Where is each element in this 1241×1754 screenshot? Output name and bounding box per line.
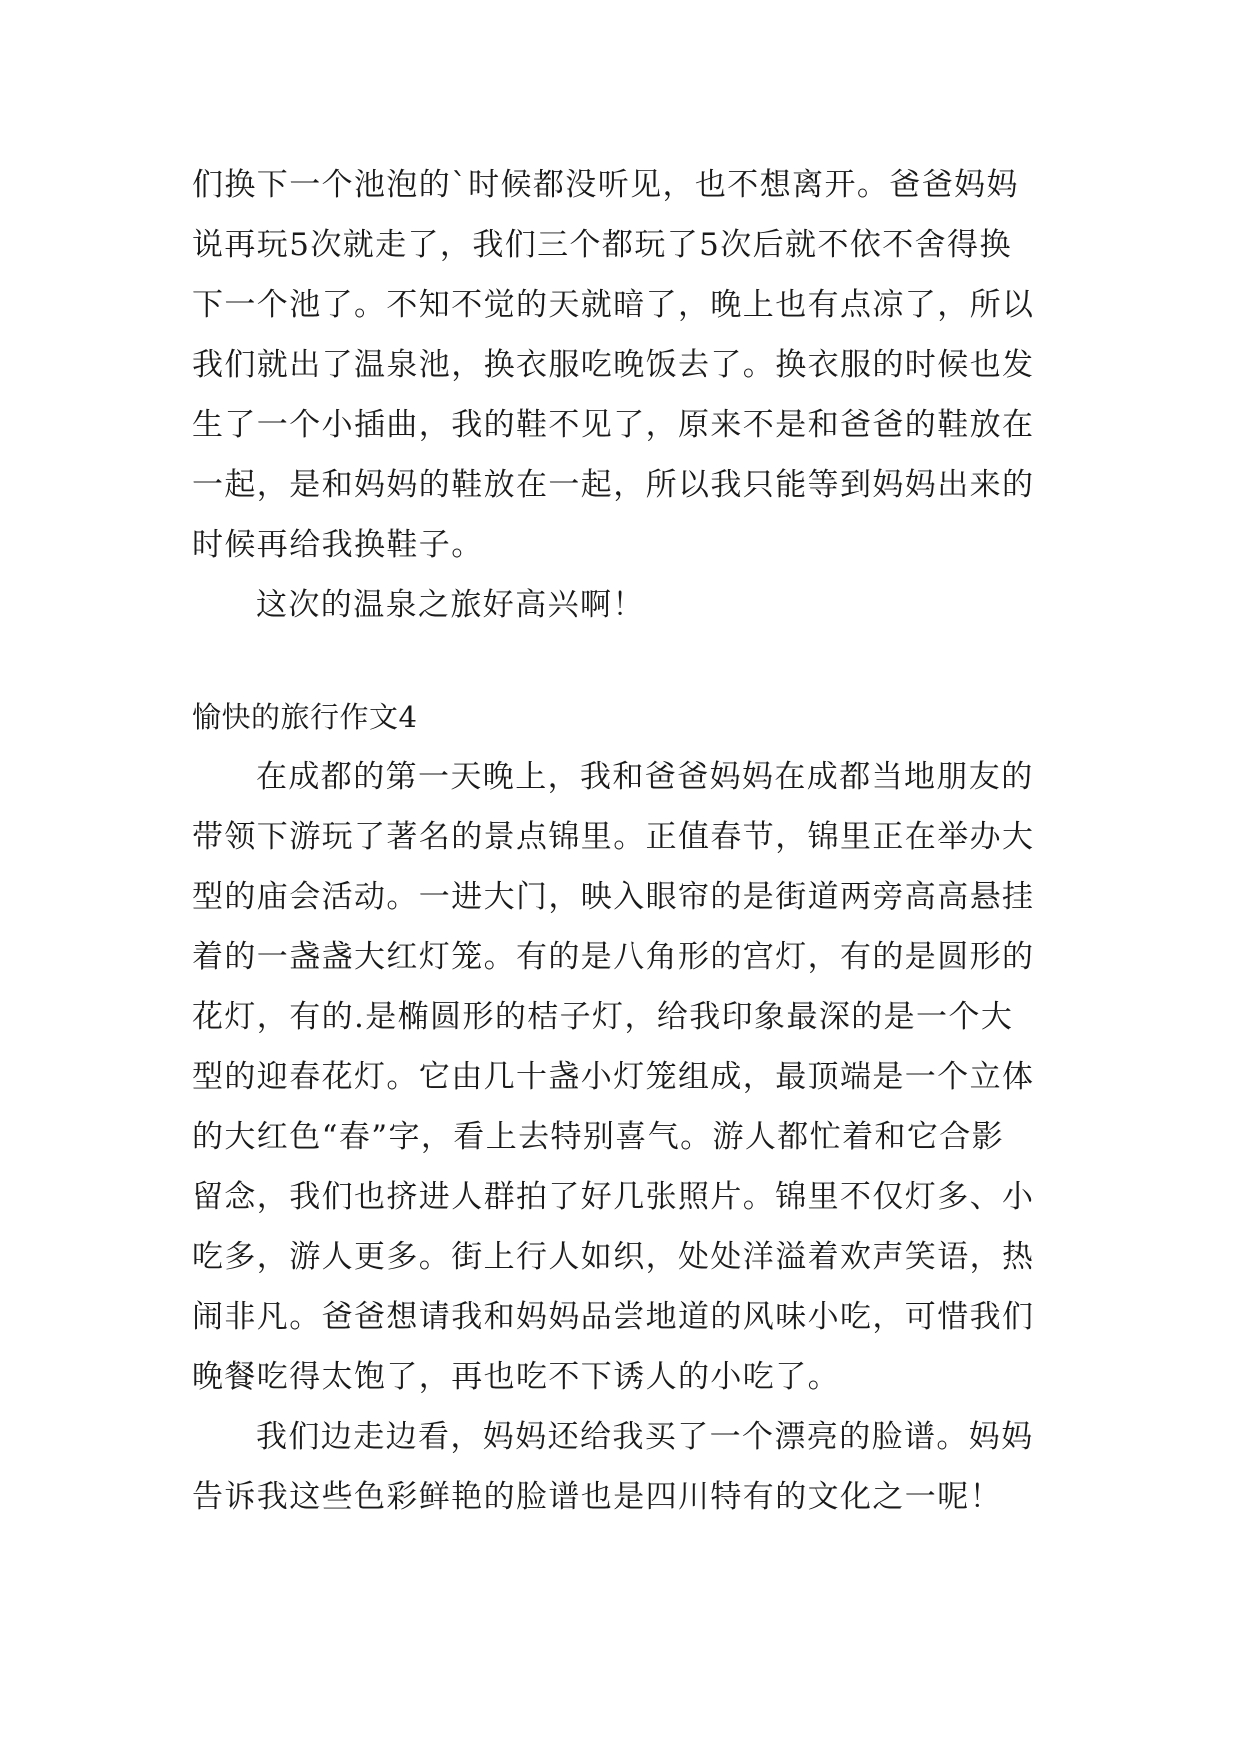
paragraph-line: 时候再给我换鞋子。 bbox=[192, 527, 484, 563]
paragraph-line: 型的迎春花灯。它由几十盏小灯笼组成，最顶端是一个立体 bbox=[192, 1059, 1035, 1095]
paragraph-line: 着的一盏盏大红灯笼。有的是八角形的宫灯，有的是圆形的 bbox=[192, 939, 1035, 975]
paragraph-line: 带领下游玩了著名的景点锦里。正值春节，锦里正在举办大 bbox=[192, 819, 1035, 855]
paragraph-line: 在成都的第一天晚上，我和爸爸妈妈在成都当地朋友的 bbox=[256, 759, 1034, 795]
closing-sentence: 这次的温泉之旅好高兴啊！ bbox=[256, 587, 645, 623]
paragraph-line: 说再玩5次就走了，我们三个都玩了5次后就不依不舍得换 bbox=[192, 227, 1012, 263]
paragraph-line: 下一个池了。不知不觉的天就暗了，晚上也有点凉了，所以 bbox=[192, 287, 1035, 323]
paragraph-line: 花灯，有的.是椭圆形的桔子灯，给我印象最深的是一个大 bbox=[192, 999, 1014, 1035]
paragraph-line: 告诉我这些色彩鲜艳的脸谱也是四川特有的文化之一呢！ bbox=[192, 1479, 1002, 1515]
paragraph-line: 晚餐吃得太饱了，再也吃不下诱人的小吃了。 bbox=[192, 1359, 840, 1395]
paragraph-line: 我们边走边看，妈妈还给我买了一个漂亮的脸谱。妈妈 bbox=[256, 1419, 1034, 1455]
paragraph-line: 生了一个小插曲，我的鞋不见了，原来不是和爸爸的鞋放在 bbox=[192, 407, 1035, 443]
paragraph-line: 们换下一个池泡的`时候都没听见，也不想离开。爸爸妈妈 bbox=[192, 167, 1019, 203]
section-heading: 愉快的旅行作文4 bbox=[192, 700, 418, 734]
paragraph-line: 一起，是和妈妈的鞋放在一起，所以我只能等到妈妈出来的 bbox=[192, 467, 1035, 503]
paragraph-line: 的大红色“春”字，看上去特别喜气。游人都忙着和它合影 bbox=[192, 1119, 1005, 1155]
paragraph-line: 型的庙会活动。一进大门，映入眼帘的是街道两旁高高悬挂 bbox=[192, 879, 1035, 915]
paragraph-line: 留念，我们也挤进人群拍了好几张照片。锦里不仅灯多、小 bbox=[192, 1179, 1035, 1215]
paragraph-line: 我们就出了温泉池，换衣服吃晚饭去了。换衣服的时候也发 bbox=[192, 347, 1035, 383]
paragraph-line: 吃多，游人更多。街上行人如织，处处洋溢着欢声笑语，热 bbox=[192, 1239, 1035, 1275]
paragraph-line: 闹非凡。爸爸想请我和妈妈品尝地道的风味小吃，可惜我们 bbox=[192, 1299, 1035, 1335]
